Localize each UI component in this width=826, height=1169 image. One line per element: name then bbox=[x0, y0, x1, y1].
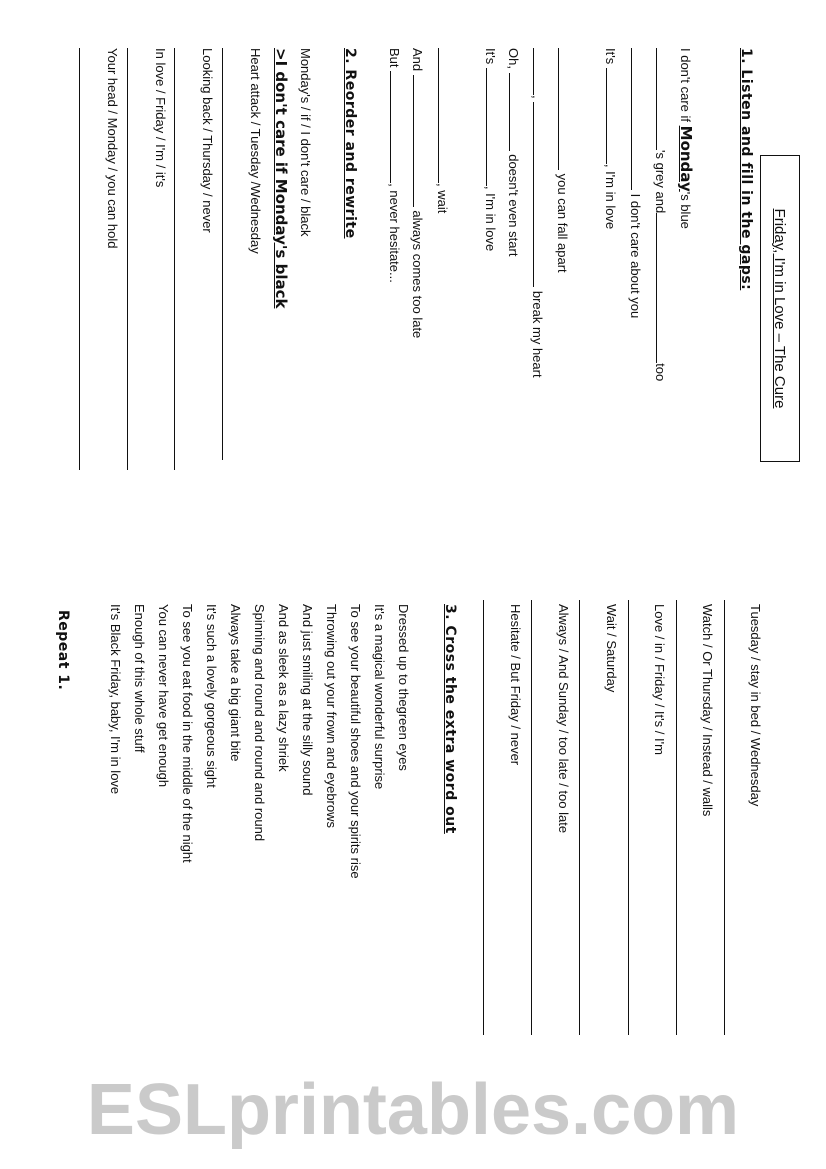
lyric-line[interactable]: To see you eat food in the middle of the night bbox=[180, 604, 195, 863]
watermark: ESLprintables.com bbox=[86, 1070, 740, 1150]
text: I don't care about you bbox=[628, 193, 643, 319]
answer-line[interactable] bbox=[676, 600, 677, 1035]
text: always comes too late bbox=[410, 210, 425, 339]
reorder-item: Always / And Sunday / too late / too late bbox=[556, 604, 571, 834]
text: , bbox=[530, 95, 545, 99]
text: And bbox=[410, 48, 425, 72]
answer-line[interactable] bbox=[79, 48, 80, 470]
reorder-item: Tuesday / stay in bed / Wednesday bbox=[748, 604, 763, 807]
text: doesn't even start bbox=[506, 154, 521, 257]
section2-heading: 2. Reorder and rewrite bbox=[342, 48, 358, 239]
example-prompt: Monday's / if / I don't care / black bbox=[298, 48, 313, 237]
gap-line-1 bbox=[677, 48, 694, 229]
text: 's grey and bbox=[653, 150, 668, 214]
text: It's bbox=[483, 48, 498, 65]
gap-line-10 bbox=[409, 48, 426, 338]
text: Oh, bbox=[506, 48, 521, 69]
blank[interactable] bbox=[390, 71, 403, 183]
answer-line[interactable] bbox=[531, 600, 532, 1035]
reorder-item: Looking back / Thursday / never bbox=[200, 48, 215, 233]
text: , never hesitate... bbox=[387, 183, 402, 283]
gap-line-11 bbox=[386, 48, 403, 283]
gap-line-5 bbox=[554, 48, 571, 273]
lyric-line[interactable]: Throwing out your frown and eyebrows bbox=[324, 604, 339, 829]
lyric-line[interactable]: Spinning and round and round and round bbox=[252, 604, 267, 842]
blank[interactable] bbox=[509, 73, 522, 151]
title-box bbox=[760, 155, 800, 462]
lyric-line[interactable]: It's Black Friday, baby, I'm in love bbox=[108, 604, 123, 795]
lyric-line[interactable]: And as sleek as a lazy shriek bbox=[276, 604, 291, 772]
lyric-line[interactable]: To see your beautiful shoes and your spirits rise bbox=[348, 604, 363, 879]
gap-line-6 bbox=[529, 48, 546, 378]
text: It's bbox=[603, 48, 618, 65]
gap-line-4 bbox=[602, 48, 619, 229]
reorder-item: Wait / Saturday bbox=[604, 604, 619, 693]
gap-line-2 bbox=[652, 48, 669, 381]
lyric-line[interactable]: It's a magical wonderful surprise bbox=[372, 604, 387, 790]
lyric-line[interactable]: It's such a lovely gorgeous sight bbox=[204, 604, 219, 788]
worksheet-title: Friday, I'm in Love – The Cure bbox=[771, 208, 789, 409]
lyric-line[interactable]: Dressed up to thegreen eyes bbox=[396, 604, 411, 771]
blank[interactable] bbox=[438, 48, 451, 183]
gap-line-8 bbox=[482, 48, 499, 251]
blank[interactable] bbox=[486, 68, 499, 186]
reorder-item: Watch / Or Thursday / Instead / walls bbox=[700, 604, 715, 817]
answer-line[interactable] bbox=[174, 48, 175, 470]
section3-heading: 3. Cross the extra word out bbox=[442, 604, 458, 834]
text: you can fall apart bbox=[555, 173, 570, 273]
text: too bbox=[653, 363, 668, 382]
text: , wait bbox=[435, 183, 450, 214]
gap-line-9 bbox=[434, 48, 451, 213]
reorder-item: Hesitate / But Friday / never bbox=[508, 604, 523, 766]
repeat-instruction: Repeat 1. bbox=[55, 610, 71, 691]
text: , I'm in love bbox=[603, 163, 618, 230]
lyric-line[interactable]: You can never have get enough bbox=[156, 604, 171, 788]
reorder-item: Love / in / Friday / It's / I'm bbox=[652, 604, 667, 755]
blank[interactable] bbox=[533, 48, 546, 95]
answer-line[interactable] bbox=[628, 600, 629, 1035]
gap-line-3 bbox=[627, 48, 644, 318]
text: break my heart bbox=[530, 290, 545, 378]
gap-line-7 bbox=[505, 48, 522, 256]
example-answer: >I don't care if Monday's black bbox=[272, 48, 290, 309]
reorder-item: Your head / Monday / you can hold bbox=[105, 48, 120, 249]
text: 's blue bbox=[678, 191, 693, 229]
answer-line[interactable] bbox=[724, 600, 725, 1035]
lyric-line[interactable]: And just smiling at the silly sound bbox=[300, 604, 315, 796]
example-word: Monday bbox=[677, 125, 695, 192]
blank[interactable] bbox=[413, 75, 426, 207]
reorder-item: In love / Friday / I'm / it's bbox=[153, 48, 168, 188]
lyric-line[interactable]: Enough of this whole stuff bbox=[132, 604, 147, 753]
blank[interactable] bbox=[533, 102, 546, 287]
text: , I'm in love bbox=[483, 185, 498, 252]
lyric-line[interactable]: Always take a big giant bite bbox=[228, 604, 243, 762]
text: But bbox=[387, 48, 402, 68]
reorder-item: Heart attack / Tuesday /Wednesday bbox=[248, 48, 263, 254]
answer-line[interactable] bbox=[222, 48, 223, 460]
section1-heading: 1. Listen and fill in the gaps: bbox=[738, 48, 754, 291]
blank[interactable] bbox=[631, 48, 644, 190]
text: I don't care if bbox=[678, 48, 693, 126]
blank[interactable] bbox=[606, 68, 619, 164]
blank[interactable] bbox=[656, 48, 669, 150]
blank[interactable] bbox=[558, 48, 571, 170]
answer-line[interactable] bbox=[579, 600, 580, 1035]
blank[interactable] bbox=[656, 213, 669, 363]
answer-line[interactable] bbox=[127, 48, 128, 470]
answer-line[interactable] bbox=[483, 600, 484, 1035]
